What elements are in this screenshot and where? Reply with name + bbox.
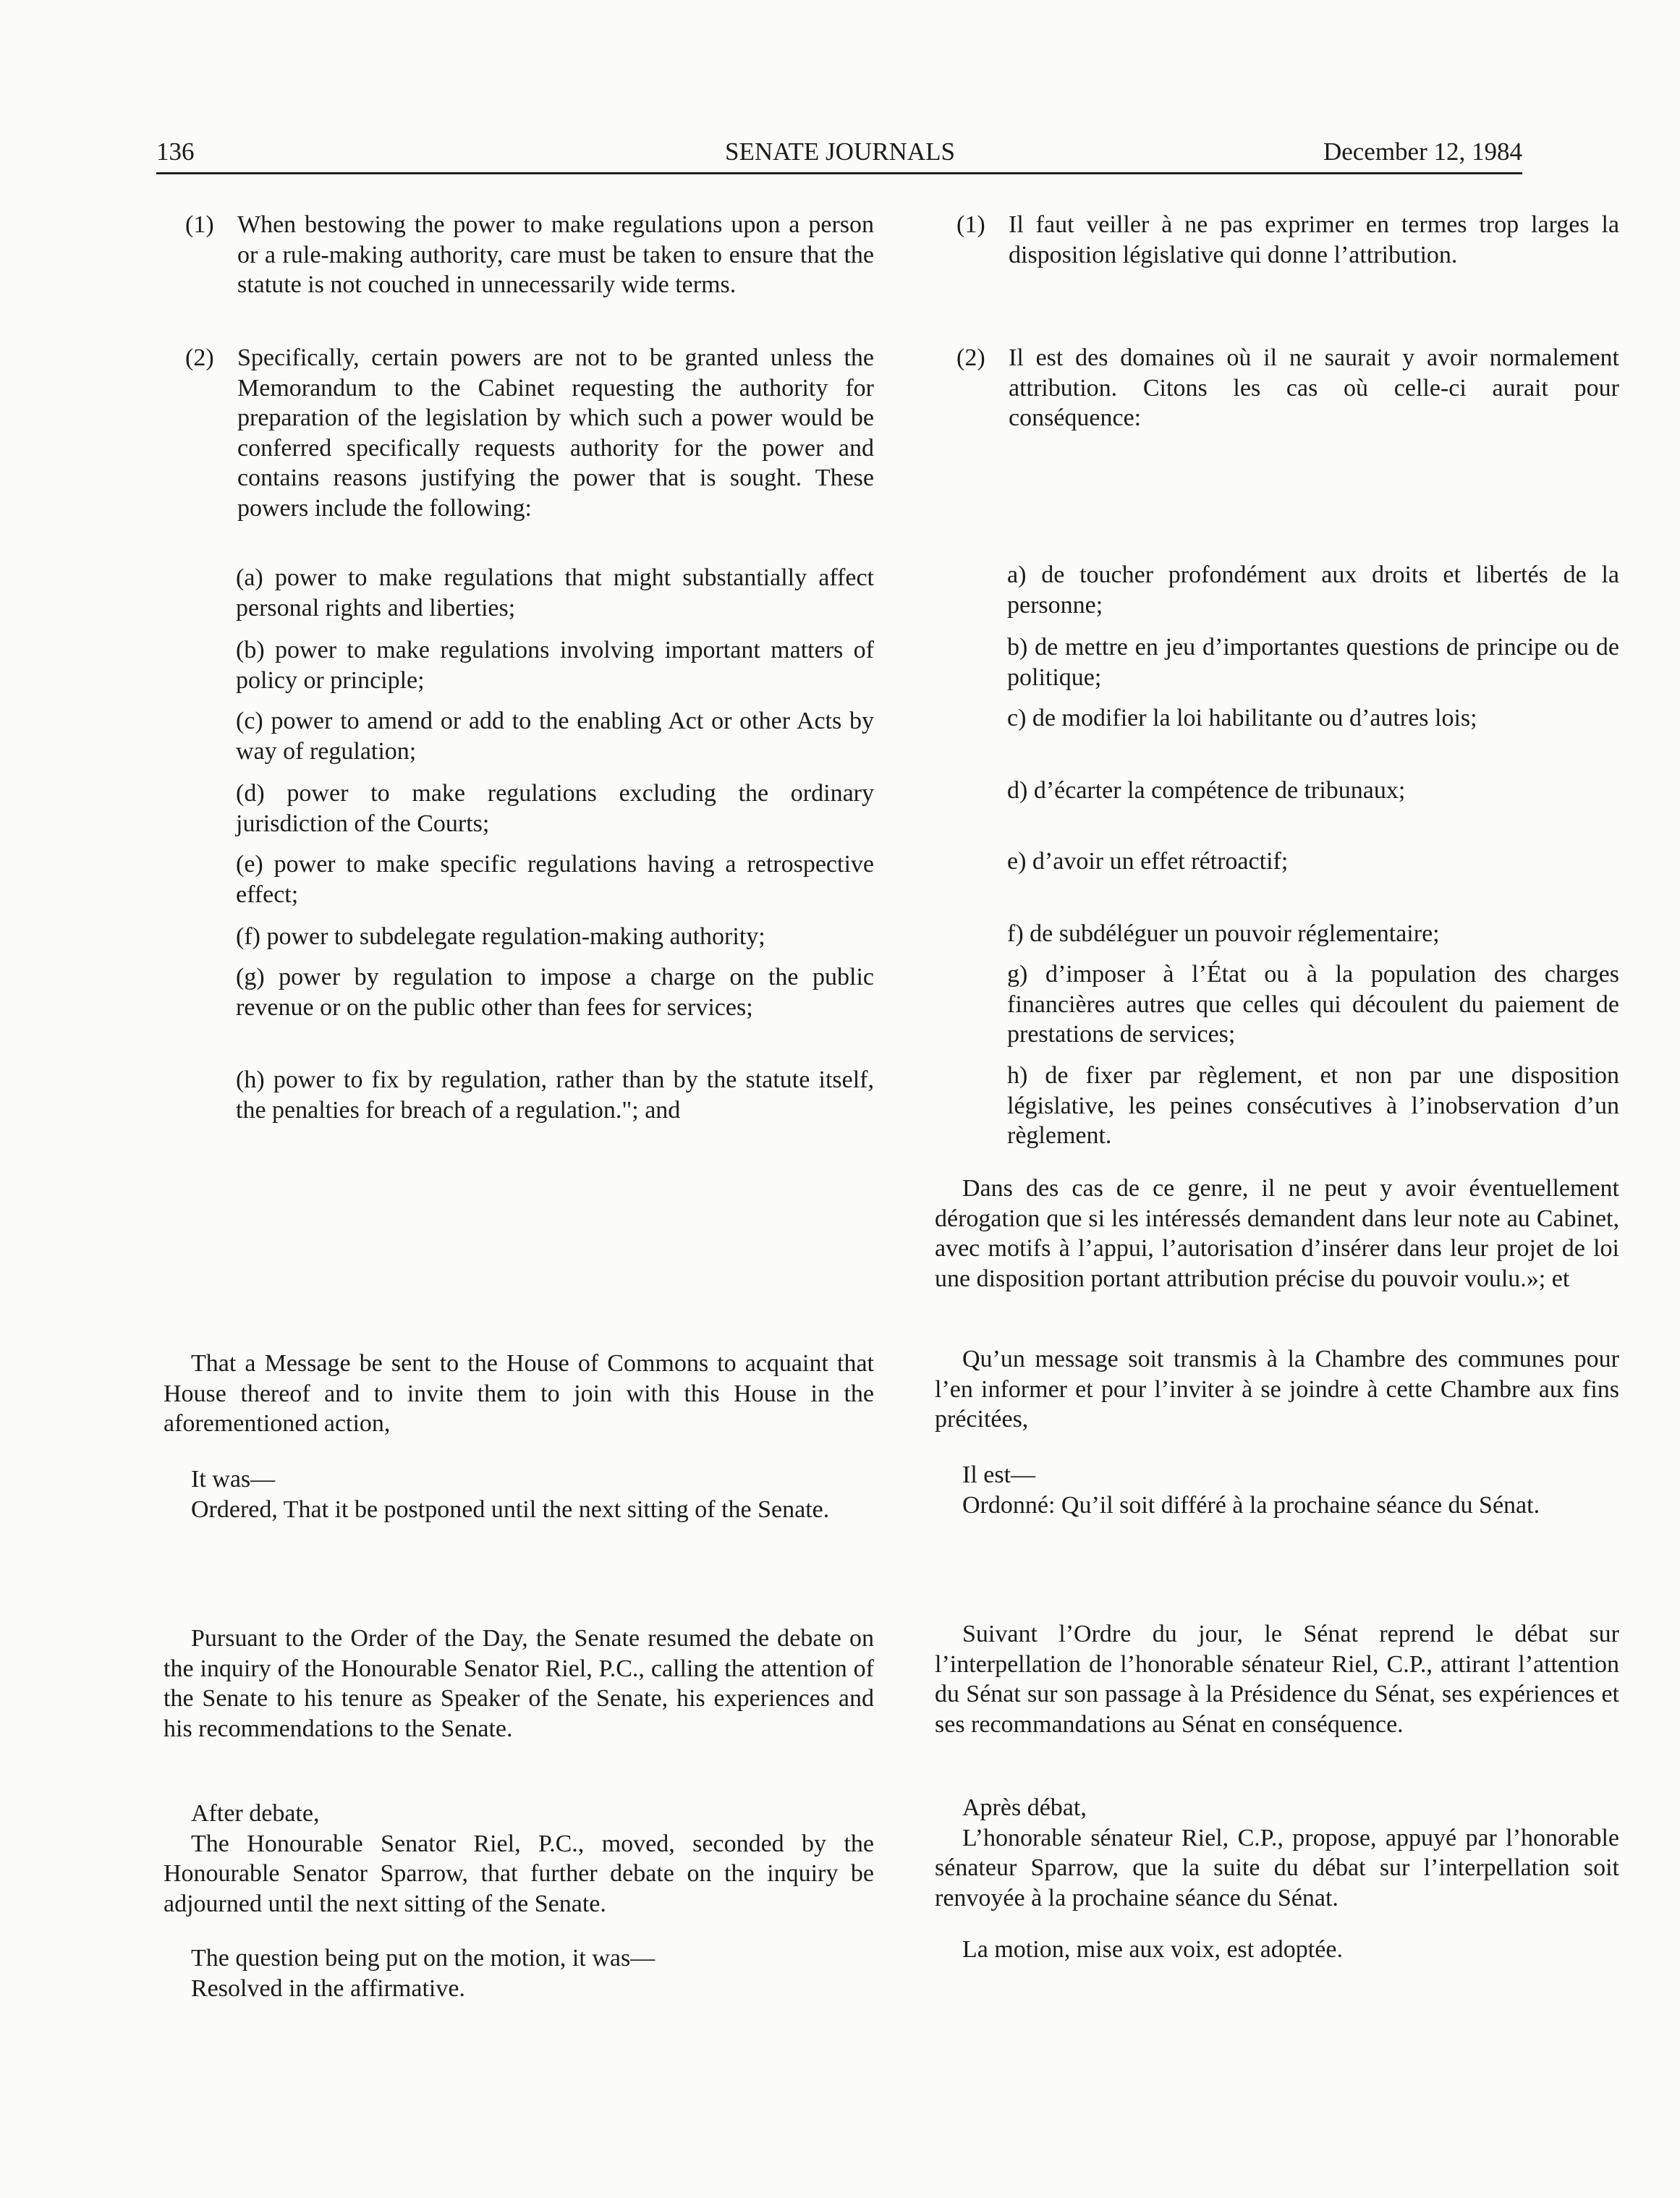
en-pursuant-paragraph: Pursuant to the Order of the Day, the Senate resumed the debate on the inquiry of the Honourable Senator Riel, P.C., calling the attention of the Senate to his tenure as Speaker of the Senate, his experiences and his recommendations to the Senate.: [164, 1625, 874, 1742]
fr-adoptee: La motion, mise aux voix, est adoptée.: [962, 1936, 1343, 1963]
fr-item-2-number: (2): [956, 344, 985, 371]
fr-suivant-paragraph: Suivant l’Ordre du jour, le Sénat reprend le débat sur l’interpellation de l’honorable sénateur Riel, C.P., attirant l’attention du Sénat sur son passage à la Présidence du Sénat, ses expériences et ses recommandations au Sénat en conséquence.: [935, 1621, 1619, 1738]
fr-sub-d: d) d’écarter la compétence de tribunaux;: [1007, 777, 1406, 804]
en-sub-h: (h) power to fix by regulation, rather than by the statute itself, the penalties for breach of a regulation."; and: [236, 1066, 874, 1124]
en-message-paragraph: That a Message be sent to the House of Commons to acquaint that House thereof and to invite them to join with this House in the aforementioned action,: [164, 1350, 874, 1437]
en-question: The question being put on the motion, it was—: [191, 1945, 656, 1972]
fr-sub-a: a) de toucher profondément aux droits et libertés de la personne;: [1007, 561, 1619, 619]
en-sub-d: (d) power to make regulations excluding the ordinary jurisdiction of the Courts;: [236, 780, 874, 837]
fr-item-2: [935, 343, 1619, 433]
en-sub-a: (a) power to make regulations that might substantially affect personal rights and liberties;: [236, 564, 874, 621]
fr-il-est: Il est—: [962, 1461, 1036, 1488]
fr-sub-h: h) de fixer par règlement, et non par une disposition législative, les peines consécutives à l’inobservation d’un règlement.: [1007, 1062, 1619, 1149]
header-rule: [156, 172, 1522, 174]
fr-sub-g: g) d’imposer à l’État ou à la population des charges financières autres que celles qui découlent du paiement de prestations de services;: [1007, 961, 1619, 1048]
fr-ordonne: Ordonné: Qu’il soit différé à la prochaine séance du Sénat.: [962, 1491, 1540, 1519]
en-resolved: Resolved in the affirmative.: [191, 1974, 465, 2002]
en-it-was: It was—: [191, 1466, 276, 1493]
en-item-1-number: (1): [185, 211, 214, 238]
en-after-debate: After debate,: [191, 1800, 320, 1827]
fr-sub-f: f) de subdéléguer un pouvoir réglementaire;: [1007, 920, 1440, 947]
en-ordered: Ordered, That it be postponed until the next sitting of the Senate.: [191, 1495, 830, 1523]
fr-sub-e: e) d’avoir un effet rétroactif;: [1007, 848, 1289, 875]
fr-sub-b: b) de mettre en jeu d’importantes questions de principe ou de politique;: [1007, 634, 1619, 691]
fr-sub-c: c) de modifier la loi habilitante ou d’autres lois;: [1007, 705, 1477, 731]
en-sub-c: (c) power to amend or add to the enabling Act or other Acts by way of regulation;: [236, 708, 874, 765]
en-item-2-text: Specifically, certain powers are not to be granted unless the Memorandum to the Cabinet requesting the authority for preparation of the legislation by which such a power would be conferred specifically requests authority for the power and contains reasons justifying the power that is sought. These powers include the following:: [237, 344, 874, 522]
page-number: 136: [156, 137, 195, 166]
en-item-2-number: (2): [185, 344, 214, 371]
fr-item-1-text: Il faut veiller à ne pas exprimer en termes trop larges la disposition législative qui donne l’attribution.: [1009, 211, 1619, 268]
en-sub-f: (f) power to subdelegate regulation-making authority;: [236, 923, 765, 950]
en-item-1: [164, 210, 874, 300]
en-sub-g: (g) power by regulation to impose a charge on the public revenue or on the public other than fees for services;: [236, 964, 874, 1021]
fr-propose-paragraph: L’honorable sénateur Riel, C.P., propose, appuyé par l’honorable sénateur Sparrow, que la suite du débat sur l’interpellation soit renvoyée à la prochaine séance du Sénat.: [935, 1824, 1619, 1911]
journal-title: SENATE JOURNALS: [725, 137, 955, 166]
fr-item-1-number: (1): [956, 211, 985, 238]
en-debate-block: [164, 1799, 874, 1919]
en-question-block: [164, 1943, 874, 2003]
fr-apres-debat: Après débat,: [962, 1794, 1087, 1821]
en-sub-b: (b) power to make regulations involving important matters of policy or principle;: [236, 637, 874, 694]
fr-debate-block: [935, 1793, 1619, 1913]
journal-date: December 12, 1984: [1323, 137, 1522, 166]
fr-order-block: [935, 1460, 1619, 1520]
fr-message-paragraph: Qu’un message soit transmis à la Chambre des communes pour l’en informer et pour l’inviter à se joindre à cette Chambre aux fins précitées,: [935, 1346, 1619, 1433]
en-sub-e: (e) power to make specific regulations having a retrospective effect;: [236, 851, 874, 908]
en-order-block: [164, 1464, 874, 1524]
fr-item-2-text: Il est des domaines où il ne saurait y avoir normalement attribution. Citons les cas où celle-ci aurait pour conséquence:: [1009, 344, 1619, 431]
fr-derogation-paragraph: Dans des cas de ce genre, il ne peut y avoir éventuellement dérogation que si les intéressés demandent dans leur note au Cabinet, avec motifs à l’appui, l’autorisation d’insérer dans leur projet de loi une disposition portant attribution précise du pouvoir voulu.»; et: [935, 1175, 1619, 1292]
fr-item-1: [935, 210, 1619, 270]
en-item-2: [164, 343, 874, 523]
en-item-1-text: When bestowing the power to make regulations upon a person or a rule-making authority, care must be taken to ensure that the statute is not couched in unnecessarily wide terms.: [237, 211, 874, 298]
en-moved-paragraph: The Honourable Senator Riel, P.C., moved, seconded by the Honourable Senator Sparrow, that further debate on the inquiry be adjourned until the next sitting of the Senate.: [164, 1830, 874, 1917]
